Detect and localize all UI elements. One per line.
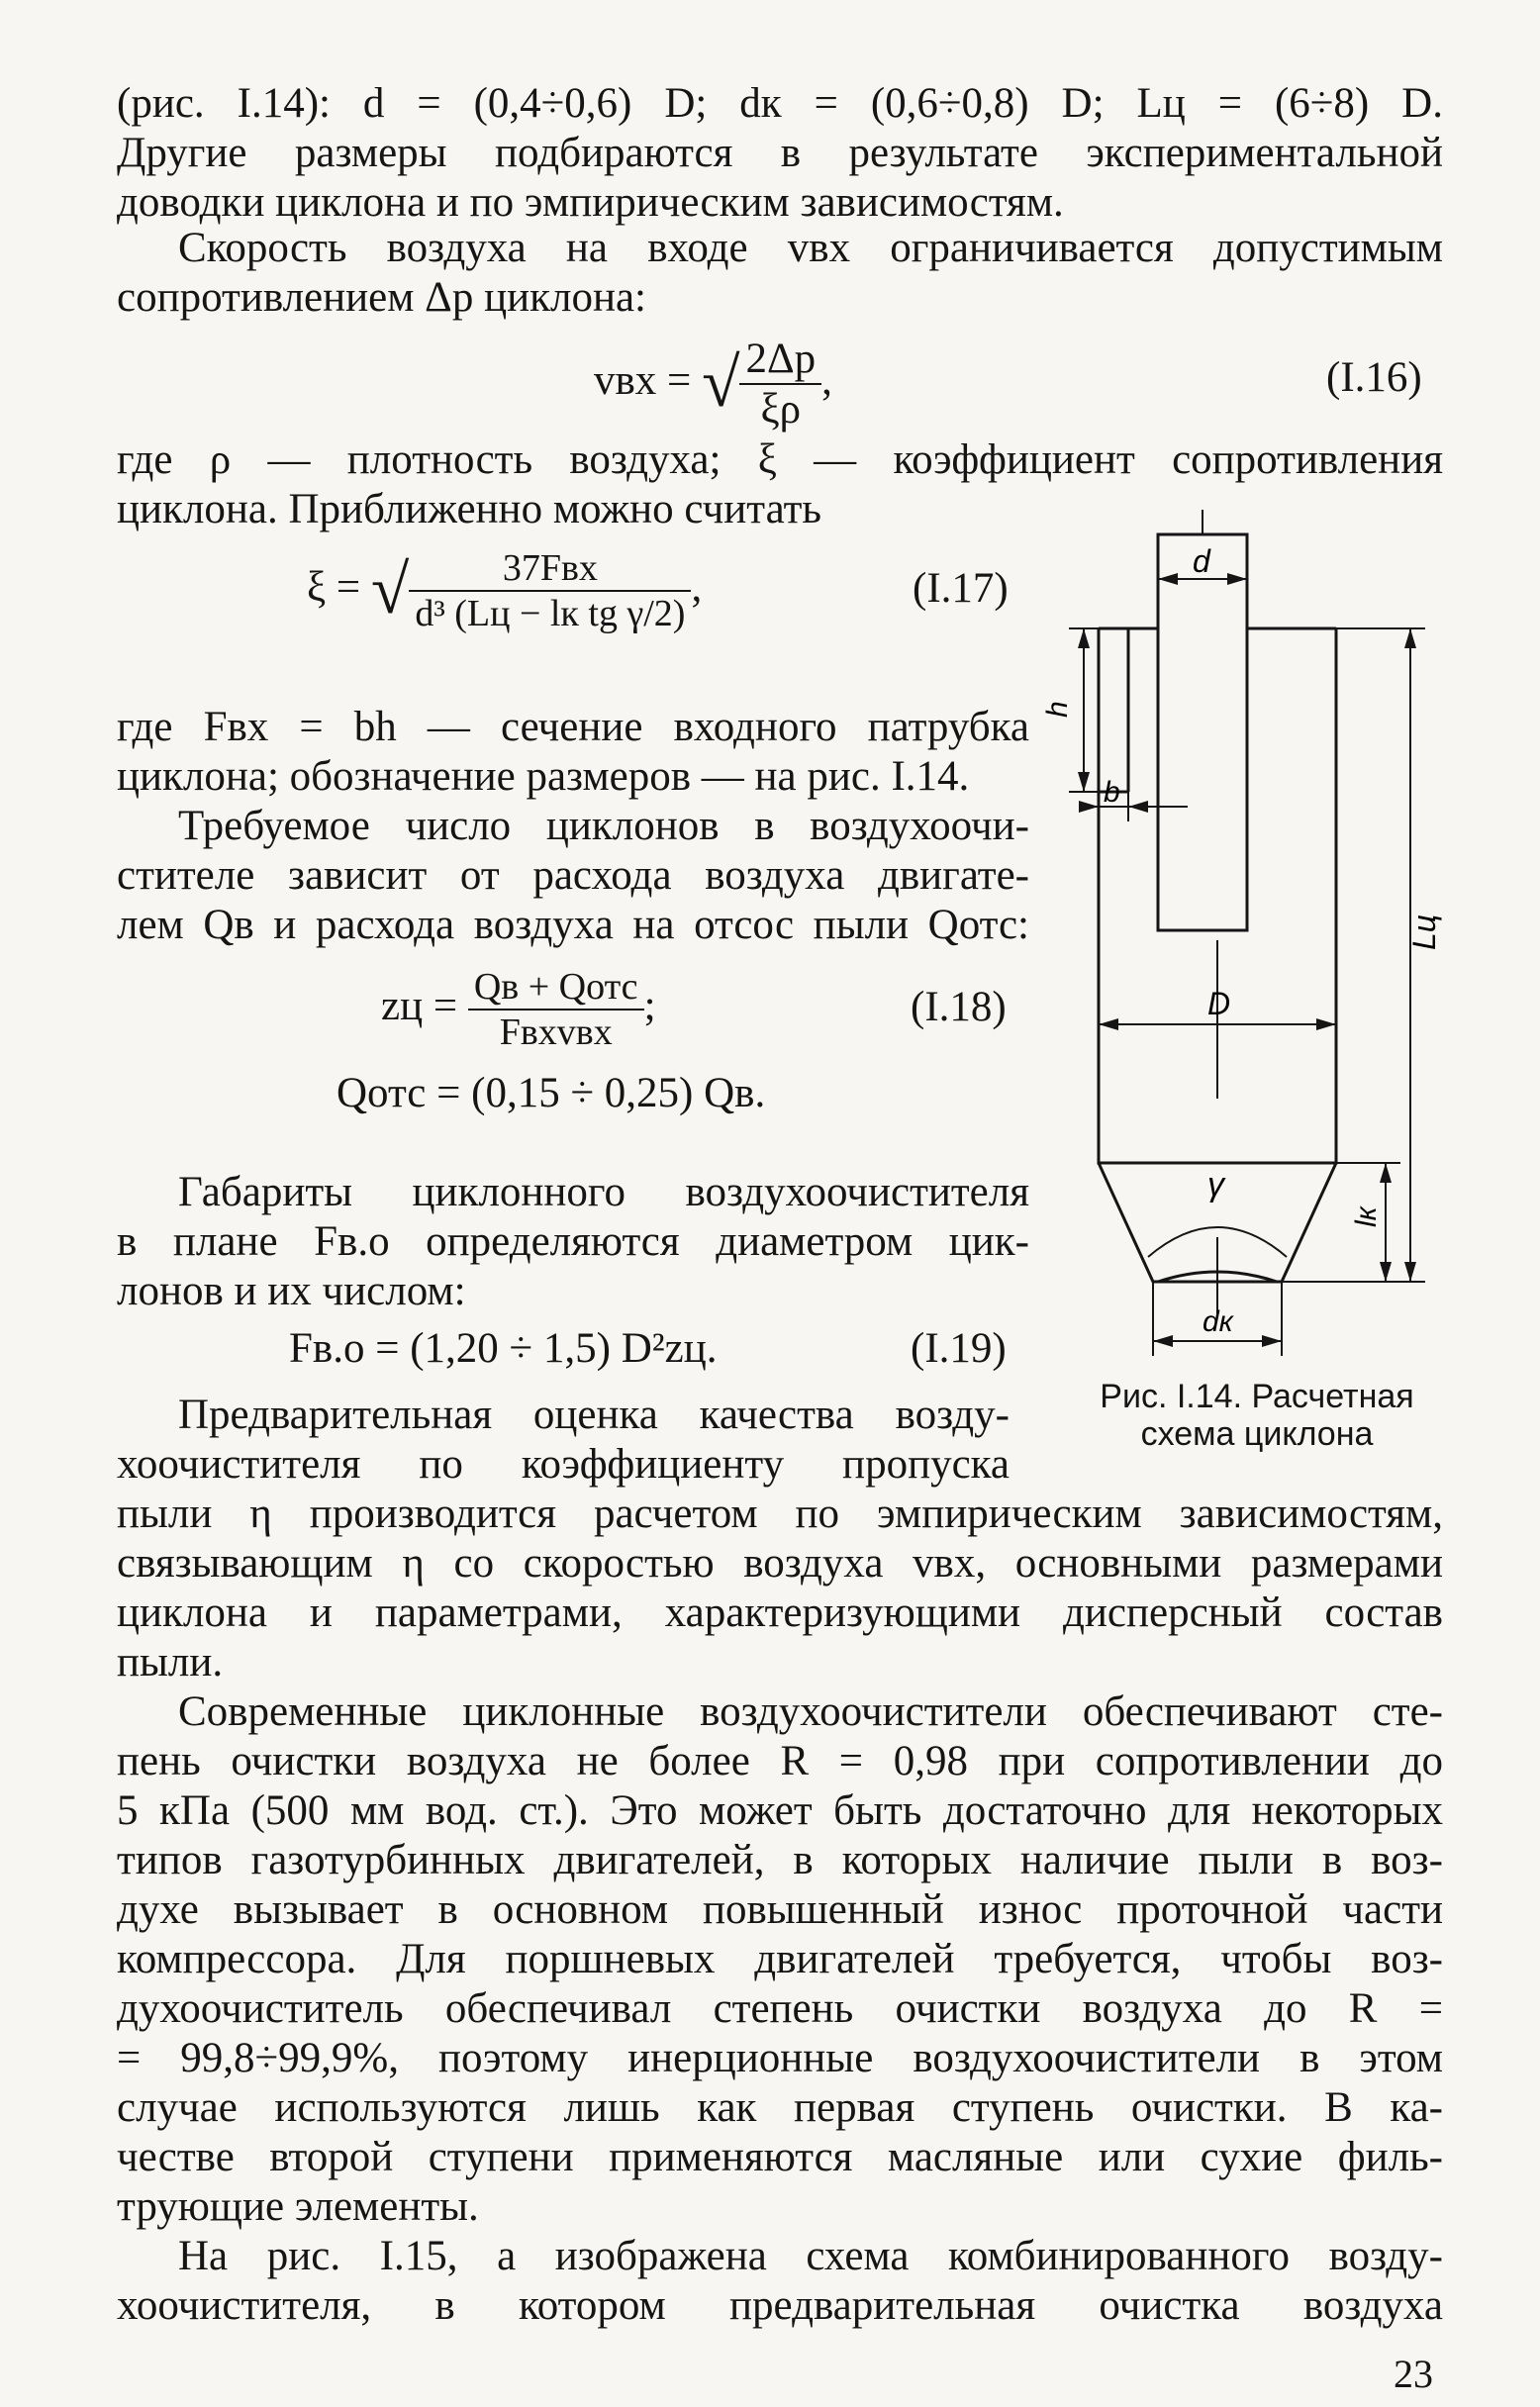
- figure-caption: Рис. I.14. Расчетная схема циклона: [1100, 1378, 1414, 1453]
- text-line: типов газотурбинных двигателей, в которых наличие пыли в воз-: [117, 1837, 1443, 1883]
- text-line: случае используются лишь как первая ступень очистки. В ка-: [117, 2084, 1443, 2131]
- text-line: Другие размеры подбираются в результате экспериментальной: [117, 130, 1443, 176]
- text-line: где ρ — плотность воздуха; ξ — коэффициент сопротивления: [117, 436, 1443, 483]
- label-h: h: [1041, 701, 1074, 718]
- text-line: доводки циклона и по эмпирическим зависимостям.: [117, 179, 1064, 226]
- text-line: духе вызывает в основном повышенный износ проточной части: [117, 1886, 1443, 1933]
- text-line: стителе зависит от расхода воздуха двигате-: [117, 852, 1029, 899]
- text-line: Габариты циклонного воздухоочистителя: [178, 1169, 1029, 1215]
- equation-number: (I.16): [1326, 354, 1422, 401]
- text-line: компрессора. Для поршневых двигателей требуется, чтобы воз-: [117, 1936, 1443, 1982]
- label-d: d: [1193, 543, 1210, 579]
- text-line: лонов и их числом:: [117, 1268, 466, 1314]
- text-line: (рис. I.14): d = (0,4÷0,6) D; dк = (0,6÷0,8) D; Lц = (6÷8) D.: [117, 80, 1443, 127]
- text-line: 5 кПа (500 мм вод. ст.). Это может быть достаточно для некоторых: [117, 1787, 1443, 1834]
- equation-number: (I.17): [913, 565, 1009, 612]
- label-gamma: γ: [1207, 1166, 1224, 1204]
- text-line: пень очистки воздуха не более R = 0,98 при сопротивлении до: [117, 1738, 1443, 1784]
- text-line: духоочиститель обеспечивал степень очистки воздуха до R =: [117, 1985, 1443, 2032]
- equation-1-18b: Qотс = (0,15 ÷ 0,25) Qв.: [337, 1070, 766, 1116]
- page-number: 23: [1394, 2352, 1433, 2396]
- text-line: циклона; обозначение размеров — на рис. I.14.: [117, 753, 970, 800]
- text-line: На рис. I.15, а изображена схема комбинированного возду-: [178, 2233, 1443, 2279]
- text-line: в плане Fв.о определяются диаметром цик-: [117, 1218, 1029, 1265]
- outlet-pipe: [1158, 534, 1247, 930]
- equation-number: (I.19): [911, 1325, 1007, 1372]
- text-line: лем Qв и расхода воздуха на отсос пыли Qотс:: [117, 902, 1029, 948]
- label-lk: lк: [1350, 1206, 1383, 1227]
- text-line: циклона и параметрами, характеризующими дисперсный состав: [117, 1589, 1443, 1636]
- equation-1-16: vвх = √ $\frac{2\Delta p}{\xi\rho}$ ,: [594, 336, 832, 433]
- text-line: Скорость воздуха на входе vвх ограничивается допустимым: [178, 225, 1443, 271]
- text-line: связывающим η со скоростью воздуха vвх, основными размерами: [117, 1540, 1443, 1587]
- label-D: D: [1207, 986, 1231, 1021]
- text-line: Требуемое число циклонов в воздухоочи-: [178, 803, 1029, 849]
- equation-1-19: Fв.о = (1,20 ÷ 1,5) D²zц.: [289, 1325, 718, 1372]
- text-line: сопротивлением Δp циклона:: [117, 274, 647, 321]
- label-dk: dк: [1203, 1305, 1233, 1338]
- text-line: Предварительная оценка качества возду-: [178, 1392, 1010, 1438]
- equation-1-17: ξ = √ $\frac{\text{37Fвх}}{\text{d³ (Lц − lк tg γ/2)}}$ ,: [307, 547, 703, 634]
- text-line: хоочистителя, в котором предварительная очистка воздуха: [117, 2282, 1443, 2329]
- text-line: где Fвх = bh — сечение входного патрубка: [117, 704, 1029, 750]
- text-line: честве второй ступени применяются масляные или сухие филь-: [117, 2134, 1443, 2180]
- equation-1-18: zц = $\frac{\text{Qв + Qотс}}{\text{Fвхvвх}}$ ;: [381, 966, 656, 1053]
- cyclone-diagram: [1039, 505, 1455, 1376]
- text-line: = 99,8÷99,9%, поэтому инерционные воздухоочистители в этом: [117, 2035, 1443, 2081]
- equation-number: (I.18): [911, 984, 1007, 1030]
- text-line: трующие элементы.: [117, 2183, 479, 2230]
- text-line: хоочистителя по коэффициенту пропуска: [117, 1441, 1010, 1488]
- text-line: Современные циклонные воздухоочистители обеспечивают сте-: [178, 1688, 1443, 1735]
- label-b: b: [1104, 776, 1120, 809]
- text-line: пыли η производится расчетом по эмпирическим зависимостям,: [117, 1491, 1443, 1537]
- text-line: пыли.: [117, 1639, 224, 1685]
- text-line: циклона. Приближенно можно считать: [117, 486, 821, 532]
- label-Lc: Lц: [1406, 914, 1442, 950]
